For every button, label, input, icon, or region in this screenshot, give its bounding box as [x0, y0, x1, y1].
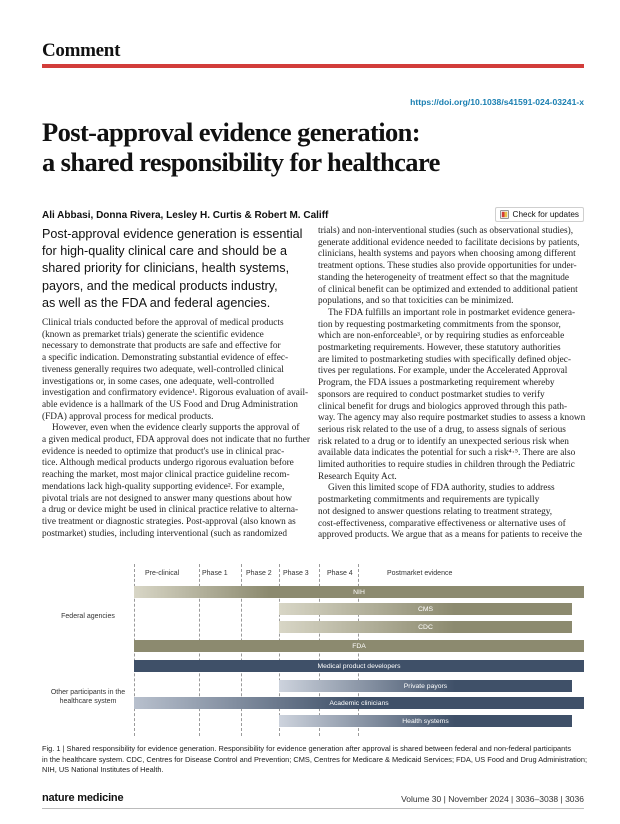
- body-line: clinicians, health systems and payors when choosing among different: [318, 249, 576, 260]
- body-column-right: [318, 226, 584, 542]
- body-line: postmarketing commitments and requirements are typically: [318, 495, 540, 506]
- caption-line: in the healthcare system. CDC, Centres for Disease Control and Prevention; CMS, Centres for Medicare & Medicaid Services; FDA, US Food and Drug Administration;: [42, 754, 588, 764]
- author-list: Ali Abbasi, Donna Rivera, Lesley H. Curtis & Robert M. Califf: [42, 210, 329, 221]
- body-line: a drug or device might be used in clinical practice relative to alterna-: [42, 505, 299, 516]
- body-line: Given this limited scope of FDA authority, studies to address: [328, 483, 555, 494]
- body-line: approved products. We argue that as a means for patients to receive the: [318, 530, 583, 541]
- body-line: populations, and so that toxicities can be minimized.: [318, 296, 514, 307]
- bar-nih: NIH: [134, 586, 584, 598]
- volume-info: Volume 30 | November 2024 | 3036–3038 | 3036: [401, 794, 584, 804]
- lead-line: shared priority for clinicians, health systems,: [42, 261, 290, 276]
- body-line: mendations lack high-quality supporting evidence². For example,: [42, 481, 285, 492]
- body-line: tiveness generally requires two adequate, well-controlled clinical: [42, 364, 284, 375]
- body-line: risk related to a drug or to identify an unexpected serious risk when: [318, 436, 569, 447]
- bar-cms: CMS: [279, 603, 572, 615]
- body-line: which are non-enforceable³, or by requiring studies as enforceable: [318, 331, 565, 342]
- lead-line: payors, and the medical products industry,: [42, 278, 278, 293]
- bar-academic-clinicians: Academic clinicians: [134, 697, 584, 709]
- body-line: pivotal trials are not designed to answer many questions about how: [42, 493, 292, 504]
- body-line: generate additional evidence needed to facilitate decisions by patients,: [318, 237, 580, 248]
- figure-1: [42, 560, 584, 740]
- check-updates-label: Check for updates: [512, 210, 579, 219]
- body-line: a given medical product, FDA approval does not indicate that no further: [42, 435, 310, 446]
- body-line: standing the heterogeneity of treatment effect so that the magnitude: [318, 272, 570, 283]
- body-line: tive treatment or diagnostic strategies. Post-approval (also known as: [42, 516, 296, 527]
- body-line: treatment options. These studies also provide opportunities for under-: [318, 261, 577, 272]
- title-line: Post-approval evidence generation:: [42, 117, 421, 147]
- body-line: investigation and confirmatory evidence¹. Rigorous evaluation of avail-: [42, 388, 309, 399]
- row-label-other: Other participants in the healthcare system: [50, 689, 126, 705]
- body-line: cost-effectiveness, comparative effectiveness or alternative uses of: [318, 518, 566, 529]
- figure-caption: [42, 744, 588, 776]
- section-label: Comment: [42, 40, 121, 61]
- body-line: tice. Although medical products undergo rigorous evaluation before: [42, 458, 294, 469]
- body-line: evidence is needed to optimize that product's use in clinical prac-: [42, 446, 285, 457]
- body-line: clinical benefit for drugs and biologics approved through this path-: [318, 401, 568, 412]
- phase-label: Phase 1: [202, 570, 228, 577]
- body-line: Clinical trials conducted before the approval of medical products: [42, 318, 284, 328]
- phase-label: Phase 4: [327, 570, 353, 577]
- standfirst: [42, 226, 304, 312]
- body-line: However, even when the evidence clearly supports the approval of: [52, 423, 300, 434]
- body-line: (FDA) approval process for medical products.: [42, 411, 214, 422]
- body-line: (known as premarket trials) generate the scientific evidence: [42, 329, 264, 340]
- body-line: serious risk related to the use of a drug, to assess signals of serious: [318, 424, 566, 435]
- body-line: investigations or, in some cases, one adequate, well-controlled: [42, 376, 274, 387]
- body-line: Research Equity Act.: [318, 471, 397, 482]
- body-line: sponsors are required to conduct postmarket studies to verify: [318, 389, 545, 400]
- bar-private-payors: Private payors: [279, 680, 572, 692]
- bar-health-systems: Health systems: [279, 715, 572, 727]
- phase-label: Phase 2: [246, 570, 272, 577]
- article-title: [42, 117, 602, 177]
- body-line: not designed to answer questions relating to treatment strategy,: [318, 506, 553, 517]
- check-updates-icon: [500, 210, 509, 219]
- doi-link[interactable]: https://doi.org/10.1038/s41591-024-03241-x: [410, 97, 584, 107]
- row-label-federal: Federal agencies: [61, 613, 115, 620]
- phase-label: Postmarket evidence: [387, 570, 453, 577]
- body-line: The FDA fulfills an important role in postmarket evidence genera-: [328, 307, 576, 318]
- body-line: tives per regulations. For example, under the Accelerated Approval: [318, 366, 568, 377]
- body-line: necessary to demonstrate that products are safe and effective for: [42, 341, 281, 352]
- body-line: reaching the market, most major clinical practice guideline recom-: [42, 470, 290, 481]
- body-line: Program, the FDA issues a postmarketing requirement whereby: [318, 378, 555, 389]
- lead-line: Post-approval evidence generation is essential: [42, 227, 303, 241]
- body-line: a specific indication. Demonstrating substantial evidence of effec-: [42, 353, 289, 364]
- bar-fda: FDA: [134, 640, 584, 652]
- caption-line: NIH, US National Institutes of Health.: [42, 765, 164, 774]
- caption-line: Fig. 1 | Shared responsibility for evidence generation. Responsibility for evidence generation after approval is shared between federal and non-federal participants: [42, 744, 572, 753]
- body-line: are limited to postmarketing studies with specifically defined objec-: [318, 354, 572, 365]
- body-line: tion by requesting postmarketing commitments from the sponsor,: [318, 319, 561, 330]
- body-line: of clinical benefit can be optimized and extended to additional patient: [318, 284, 578, 295]
- body-line: able evidence is a hallmark of the US Food and Drug Administration: [42, 399, 298, 410]
- body-line: way. The agency may also require postmarket studies to assess a known: [318, 413, 586, 424]
- lead-line: as well as the FDA and federal agencies.: [42, 295, 271, 310]
- body-line: available data indicates the potential for such a risk⁴·⁵. There are also: [318, 448, 576, 459]
- body-line: postmarketing requirements. However, these statutory authorities: [318, 343, 561, 354]
- lead-line: for high-quality clinical care and should be a: [42, 244, 288, 259]
- footer-rule: [42, 808, 584, 809]
- check-for-updates-button[interactable]: [495, 207, 584, 222]
- title-line: a shared responsibility for healthcare: [42, 147, 440, 177]
- body-line: trials) and non-interventional studies (such as observational studies),: [318, 226, 574, 236]
- body-line: limited authorities to require studies in children through the Pediatric: [318, 460, 575, 471]
- header-rule: [42, 64, 584, 68]
- body-column-left: [42, 318, 310, 540]
- bar-medical-product-developers: Medical product developers: [134, 660, 584, 672]
- phase-label: Phase 3: [283, 570, 309, 577]
- bar-cdc: CDC: [279, 621, 572, 633]
- phase-label: Pre-clinical: [145, 570, 180, 577]
- journal-name: nature medicine: [42, 792, 124, 804]
- body-line: postmarket) studies, including interventional (such as randomized: [42, 528, 288, 539]
